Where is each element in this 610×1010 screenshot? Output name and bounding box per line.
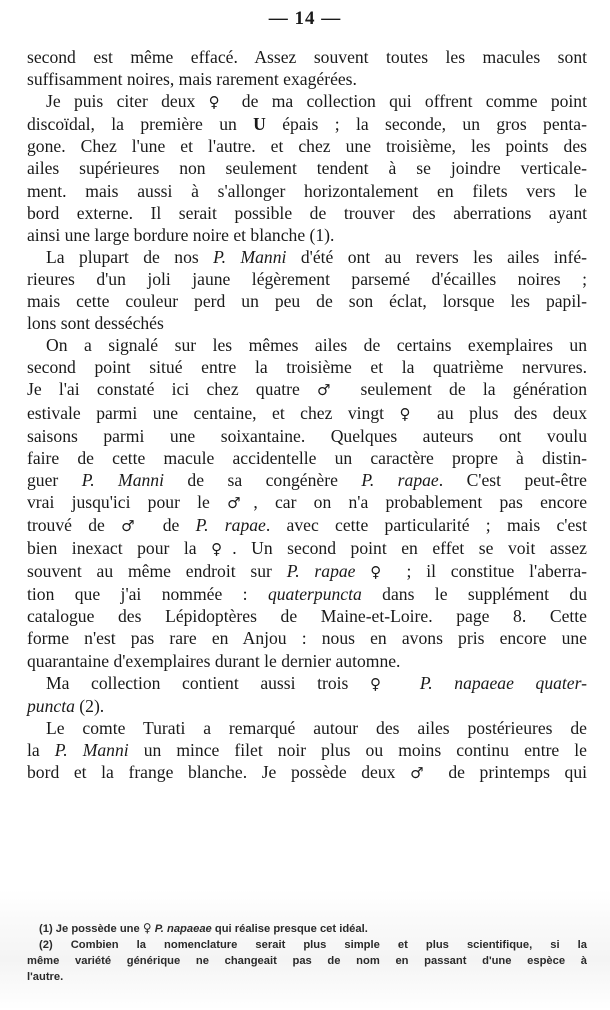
text-line: puncta (2). <box>27 695 105 716</box>
text-line: second est même effacé. Assez souvent toutes les macules sont <box>27 47 587 67</box>
text-line: second point situé entre la troisième et la quatrième nervures. <box>27 357 587 378</box>
text-line: la P. Manni un mince filet noir plus ou moins continu entre le <box>27 739 587 760</box>
text-line: saisons parmi une soixantaine. Quelques auteurs ont voulu <box>27 425 587 446</box>
text-line: tion que j'ai nommée : quaterpuncta dans le supplément du <box>27 584 587 605</box>
gender-symbol: ♂ <box>317 381 344 400</box>
text-line: ainsi une large bordure noire et blanche (1). <box>27 224 335 245</box>
text-line: ment. mais aussi à s'allonger horizontalement en filets vers le <box>27 180 587 201</box>
body-text <box>27 46 587 784</box>
text-line: mais cette couleur perd un peu de son éclat, lorsque les papil- <box>27 291 587 312</box>
gender-symbol: ♂ <box>121 516 147 535</box>
footnote-line: (2) Combien la nomenclature serait plus simple et plus scientifique, si la <box>39 939 587 951</box>
text-line: Je puis citer deux ♀ de ma collection qui offrent comme point <box>46 91 587 112</box>
text-line: catalogue des Lépidoptères de Maine-et-Loire. page 8. Cette <box>27 606 587 627</box>
text-line: bord externe. Il serait possible de trouver des aberrations ayant <box>27 202 587 223</box>
text-line: La plupart de nos P. Manni d'été ont au revers les ailes infé- <box>46 246 587 267</box>
gender-symbol: ♀ <box>399 404 422 423</box>
gender-symbol: ♀ <box>211 540 233 559</box>
text-line: estivale parmi une centaine, et chez vingt ♀ au plus des deux <box>27 402 587 423</box>
text-line: quarantaine d'exemplaires durant le dernier automne. <box>27 650 401 671</box>
gender-symbol: ♂ <box>227 493 254 512</box>
text-line: lons sont desséchés <box>27 313 164 334</box>
text-line: On a signalé sur les mêmes ailes de certains exemplaires un <box>46 335 587 356</box>
text-line: suffisamment noires, mais rarement exagérées. <box>27 69 357 90</box>
text-line: Le comte Turati a remarqué autour des ailes postérieures de <box>46 717 587 738</box>
paragraph <box>27 246 587 334</box>
text-line: trouvé de ♂ de P. rapae. avec cette particularité ; mais c'est <box>27 514 588 535</box>
paragraph <box>27 672 587 717</box>
paragraph <box>27 90 587 246</box>
text-line: gone. Chez l'une et l'autre. et chez une troisième, les points des <box>27 136 587 157</box>
footnote-line: même variété générique ne changeait pas de nom en passant d'une espèce à <box>27 955 587 967</box>
paragraph <box>27 717 587 784</box>
footnotes <box>27 920 587 985</box>
footnote-line: (1) Je possède une ♀ P. napaeae qui réalise presque cet idéal. <box>39 921 368 935</box>
text-line: rieures d'un joli jaune légèrement parsemé d'écailles noires ; <box>27 268 587 289</box>
gender-symbol: ♀ <box>142 921 152 935</box>
text-line: vrai jusqu'ici pour le ♂, car on n'a probablement pas encore <box>27 491 588 512</box>
gender-symbol: ♀ <box>370 674 399 693</box>
text-line: forme n'est pas rare en Anjou : nous en avons pris encore une <box>27 628 587 649</box>
paragraph <box>27 46 587 90</box>
footnote-1 <box>27 920 587 937</box>
text-line: faire de cette macule accidentelle un caractère propre à distin- <box>27 447 587 468</box>
gender-symbol: ♀ <box>208 93 229 112</box>
text-line: Je l'ai constaté ici chez quatre ♂ seulement de la génération <box>27 379 588 400</box>
text-line: ailes supérieures non seulement tendent à se joindre verticale- <box>27 158 587 179</box>
text-line: bord et la frange blanche. Je possède deux ♂ de printemps qui <box>27 762 588 782</box>
page-number: — 14 — <box>268 8 342 29</box>
text-line: souvent au même endroit sur P. rapae ♀ ; il constitue l'aberra- <box>27 561 587 582</box>
text-line: Ma collection contient aussi trois ♀ P. napaeae quater- <box>46 672 587 693</box>
gender-symbol: ♂ <box>410 764 434 782</box>
text-line: guer P. Manni de sa congénère P. rapae. C'est peut-être <box>27 469 587 490</box>
text-line: bien inexact pour la ♀. Un second point en effet se voit assez <box>27 538 587 559</box>
footnote-2 <box>27 937 587 985</box>
text-line: discoïdal, la première un U épais ; la seconde, un gros penta- <box>27 114 587 135</box>
gender-symbol: ♀ <box>370 563 392 582</box>
paragraph <box>27 334 587 671</box>
footnote-line: l'autre. <box>27 971 64 983</box>
